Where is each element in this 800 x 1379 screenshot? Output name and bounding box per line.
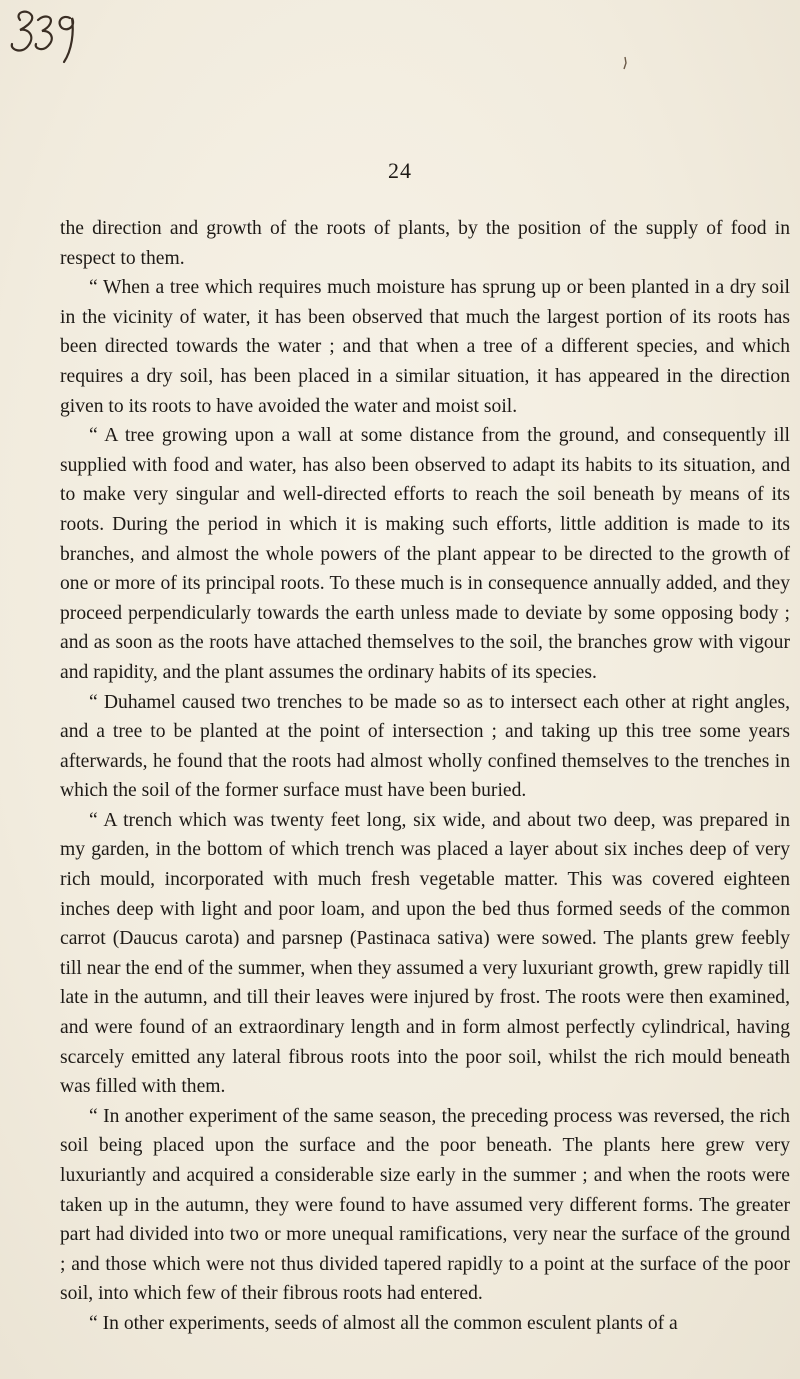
paragraph-trailing: “ In other experiments, seeds of almost all the common esculent plants of a [89,1312,678,1334]
body-text [60,214,790,1339]
paragraph: “ Duhamel caused two trenches to be made so as to intersect each other at right angles, and a tree to be planted at the point of intersection ; and taking up this tree some years afterwards, he found that the roots had almost wholly confined themselves to the trenches in which the soil of the former surface must have been buried. [60,691,790,802]
paragraph: “ In another experiment of the same season, the preceding process was reversed, the rich soil being placed upon the surface and the poor beneath. The plants here grew very luxuriantly and acquired a considerable size early in the summer ; and when the roots were taken up in the autumn, they were found to have assumed very different forms. The greater part had divided into two or more unequal ramifications, very near the surface of the ground ; and those which were not thus divided tapered rapidly to a point at the surface of the poor soil, into which few of their fibrous roots had entered. [60,1105,790,1305]
paragraph: “ A tree growing upon a wall at some distance from the ground, and consequently ill supplied with food and water, has also been observed to adapt its habits to its situation, and to make very singular and well-directed efforts to reach the soil beneath by means of its roots. During the period in which it is making such efforts, little addition is made to its branches, and almost the whole powers of the plant appear to be directed to the growth of one or more of its principal roots. To these much is in consequence annually added, and they proceed perpendicularly towards the earth unless made to deviate by some opposing body ; and as soon as the roots have attached themselves to the soil, the branches grow with vigour and rapidity, and the plant assumes the ordinary habits of its species. [60,425,790,683]
handwritten-annotation-icon [6,6,86,66]
page-number: 24 [388,158,412,183]
paragraph: “ When a tree which requires much moisture has sprung up or been planted in a dry soil in the vicinity of water, it has been observed that much the largest portion of its roots has been directed towards the water ; and that when a tree of a different species, and which requires a dry soil, has been placed in a similar situation, it has appeared in the direction given to its roots to have avoided the water and moist soil. [60,277,790,417]
paragraph: “ A trench which was twenty feet long, six wide, and about two deep, was prepared in my garden, in the bottom of which trench was placed a layer about six inches deep of very rich mould, incorporated with much fresh vegetable matter. This was covered eighteen inches deep with light and poor loam, and upon the bed thus formed seeds of the common carrot (Daucus carota) and parsnep (Pastinaca sativa) were sowed. The plants grew feebly till near the end of the summer, when they assumed a very luxuriant growth, grew rapidly till late in the autumn, and till their leaves were injured by frost. The roots were then examined, and were found of an extraordinary length and in form almost perfectly cylindrical, having scarcely emitted any lateral fibrous roots into the poor soil, whilst the rich mould beneath was filled with them. [60,809,790,1098]
paragraph-continued: the direction and growth of the roots of plants, by the position of the supply of food in respect to them. [60,218,790,269]
ink-speck-icon [621,56,629,70]
